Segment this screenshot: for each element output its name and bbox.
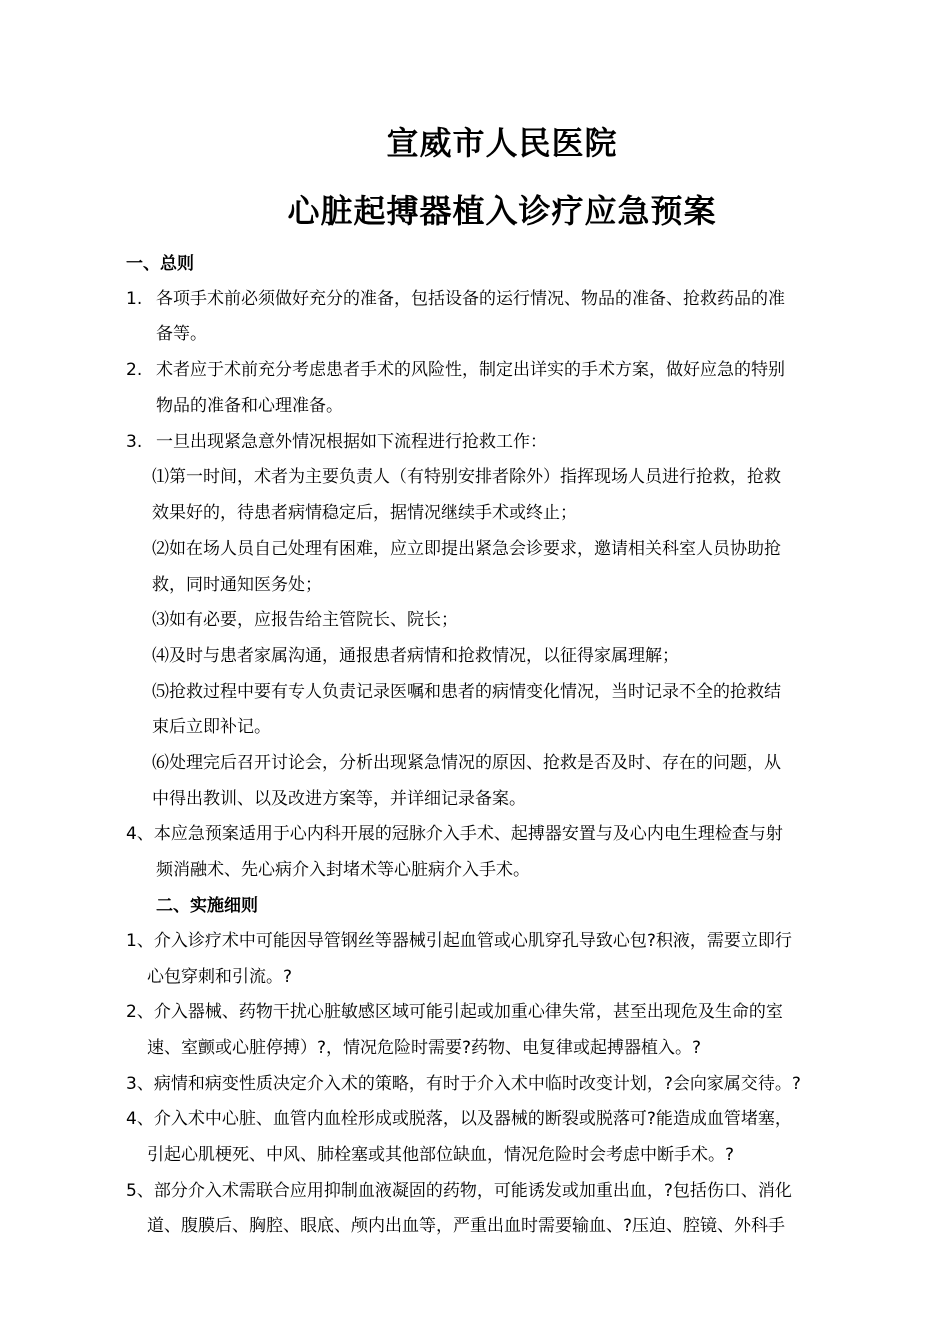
list-item-text: 频消融术、先心病介入封堵术等心脏病介入手术。 [156, 860, 530, 880]
detail-item-text: 4、介入术中心脏、血管内血栓形成或脱落，以及器械的断裂或脱落可?能造成血管堵塞， [126, 1109, 792, 1129]
detail-item-text: 3、病情和病变性质决定介入术的策略，有时于介入术中临时改变计划，?会向家属交待。? [126, 1074, 801, 1094]
detail-item-text: 道、腹膜后、胸腔、眼底、颅内出血等，严重出血时需要输血、?压迫、腔镜、外科手 [147, 1216, 786, 1236]
sub-item-text: ⑹处理完后召开讨论会，分析出现紧急情况的原因、抢救是否及时、存在的问题，从 [152, 753, 781, 773]
detail-item-text: 速、室颤或心脏停搏）?，情况危险时需要?药物、电复律或起搏器植入。? [147, 1038, 702, 1058]
list-item-text: 各项手术前必须做好充分的准备，包括设备的运行情况、物品的准备、抢救药品的准 [156, 289, 785, 309]
list-item-number: 2. [126, 360, 143, 380]
detail-item-text: 5、部分介入术需联合应用抑制血液凝固的药物，可能诱发或加重出血，?包括伤口、消化 [126, 1181, 792, 1201]
sub-item-text: ⑷及时与患者家属沟通，通报患者病情和抢救情况，以征得家属理解； [152, 646, 679, 666]
list-item-text: 物品的准备和心理准备。 [156, 396, 343, 416]
sub-item-text: 救，同时通知医务处； [152, 575, 322, 595]
sub-item-text: ⑴第一时间，术者为主要负责人（有特别安排者除外）指挥现场人员进行抢救，抢救 [152, 467, 781, 487]
sub-item-text: 效果好的，待患者病情稳定后，据情况继续手术或终止； [152, 503, 577, 523]
list-item-text: 备等。 [156, 324, 207, 344]
sub-item-text: ⑶如有必要，应报告给主管院长、院长； [152, 610, 458, 630]
list-item-number: 3. [126, 432, 143, 452]
section-heading-details: 二、实施细则 [156, 896, 258, 916]
sub-item-text: 束后立即补记。 [152, 717, 271, 737]
sub-item-text: ⑸抢救过程中要有专人负责记录医嘱和患者的病情变化情况，当时记录不全的抢救结 [152, 682, 781, 702]
detail-item-text: 心包穿刺和引流。? [147, 967, 293, 987]
sub-item-text: 中得出教训、以及改进方案等，并详细记录备案。 [152, 789, 526, 809]
detail-item-text: 引起心肌梗死、中风、肺栓塞或其他部位缺血，情况危险时会考虑中断手术。? [147, 1145, 735, 1165]
plan-title: 心脏起搏器植入诊疗应急预案 [287, 192, 717, 230]
detail-item-text: 1、介入诊疗术中可能因导管钢丝等器械引起血管或心肌穿孔导致心包?积液，需要立即行 [126, 931, 792, 951]
list-item-text: 一旦出现紧急意外情况根据如下流程进行抢救工作： [156, 432, 547, 452]
detail-item-text: 2、介入器械、药物干扰心脏敏感区域可能引起或加重心律失常，甚至出现危及生命的室 [126, 1002, 783, 1022]
list-item-number: 1. [126, 289, 143, 309]
section-heading-general: 一、总则 [126, 254, 194, 274]
sub-item-text: ⑵如在场人员自己处理有困难，应立即提出紧急会诊要求，邀请相关科室人员协助抢 [152, 539, 781, 559]
list-item-text: 4、本应急预案适用于心内科开展的冠脉介入手术、起搏器安置与及心内电生理检查与射 [126, 824, 783, 844]
hospital-title: 宣威市人民医院 [386, 124, 618, 162]
list-item-text: 术者应于术前充分考虑患者手术的风险性，制定出详实的手术方案，做好应急的特别 [156, 360, 785, 380]
